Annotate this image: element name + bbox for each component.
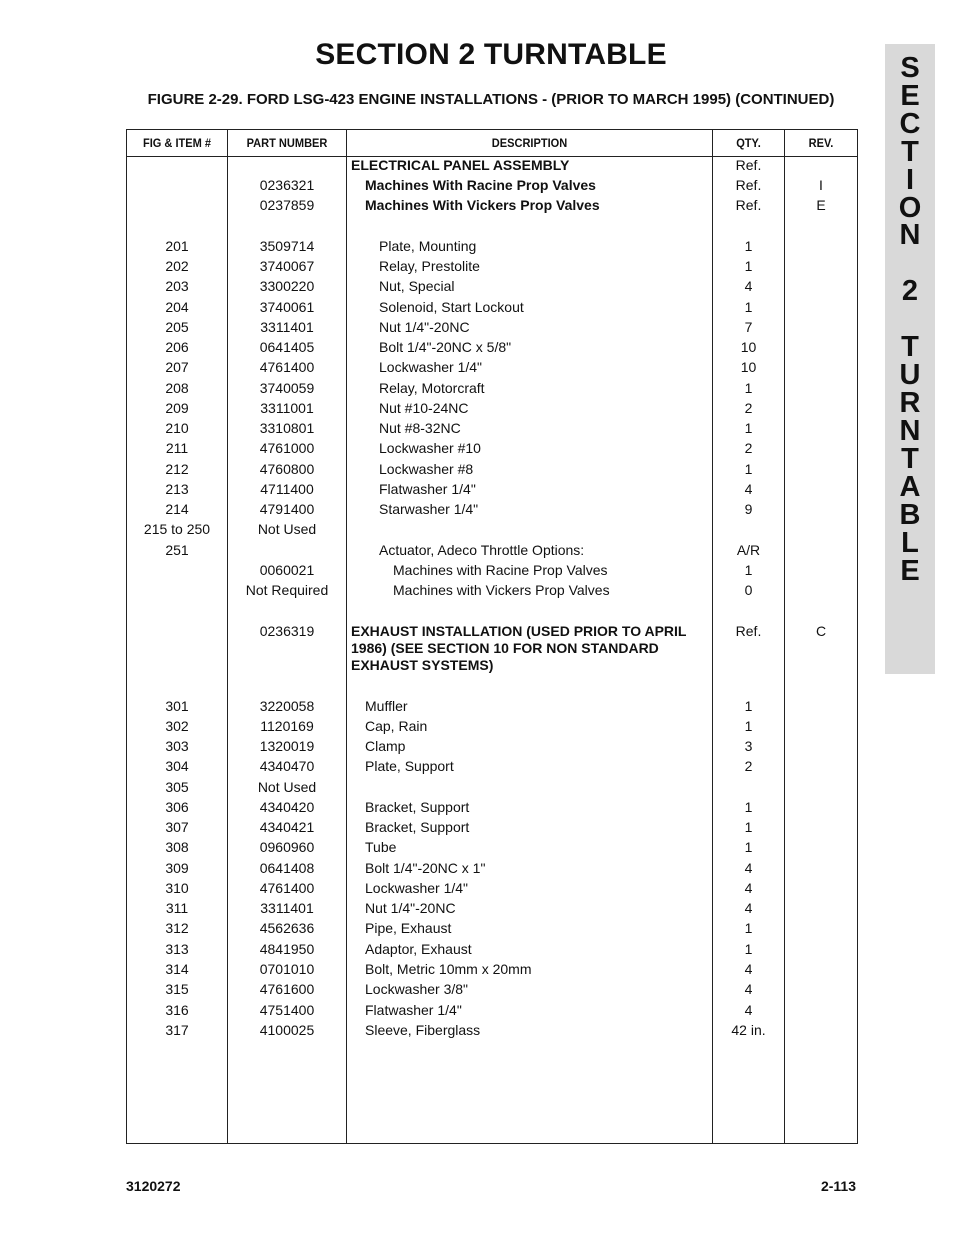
- rev-cell: E: [816, 197, 826, 213]
- fig-item-cell: 201: [165, 238, 189, 254]
- part-number-cell: 0236321: [259, 177, 315, 193]
- fig-item-cell: 251: [165, 542, 189, 558]
- fig-item-cell: 207: [165, 359, 189, 375]
- part-number-cell: 0060021: [259, 562, 315, 578]
- fig-item-cell: 206: [165, 339, 189, 355]
- part-number-cell: 4761400: [259, 880, 315, 896]
- qty-cell: 7: [744, 319, 753, 335]
- part-number-cell: 4100025: [259, 1022, 315, 1038]
- fig-item-cell: 317: [165, 1022, 189, 1038]
- fig-item-cell: 204: [165, 299, 189, 315]
- description-cell: Plate, Mounting: [379, 238, 477, 254]
- description-cell: Actuator, Adeco Throttle Options:: [379, 542, 585, 558]
- parts-table: [126, 129, 858, 1144]
- fig-item-cell: 312: [165, 920, 189, 936]
- qty-cell: 4: [744, 1002, 753, 1018]
- part-number-cell: Not Used: [257, 779, 317, 795]
- description-cell: Machines With Vickers Prop Valves: [365, 197, 600, 213]
- part-number-cell: 4761600: [259, 981, 315, 997]
- side-tab-letter: 2: [901, 275, 919, 307]
- qty-cell: Ref.: [735, 197, 762, 213]
- description-cell: Nut, Special: [379, 278, 455, 294]
- qty-cell: 1: [744, 258, 753, 274]
- column-header-part-number: PART NUMBER: [246, 136, 328, 150]
- fig-item-cell: 303: [165, 738, 189, 754]
- fig-item-cell: 301: [165, 698, 189, 714]
- part-number-cell: 0641408: [259, 860, 315, 876]
- part-number-cell: 3310801: [259, 420, 315, 436]
- part-number-cell: 4751400: [259, 1002, 315, 1018]
- description-cell: Lockwasher 1/4": [379, 359, 483, 375]
- description-cell: Cap, Rain: [365, 718, 428, 734]
- fig-item-cell: 205: [165, 319, 189, 335]
- fig-item-cell: 211: [165, 440, 189, 456]
- qty-cell: 1: [744, 238, 753, 254]
- part-number-cell: 4711400: [260, 481, 314, 497]
- qty-cell: 1: [744, 562, 753, 578]
- side-tab-letter: I: [905, 164, 915, 196]
- fig-item-cell: 305: [165, 779, 189, 795]
- fig-item-cell: 213: [165, 481, 189, 497]
- part-number-cell: Not Required: [245, 582, 329, 598]
- part-number-cell: 3311401: [260, 319, 314, 335]
- fig-item-cell: 316: [165, 1002, 189, 1018]
- side-tab-letter: E: [900, 80, 920, 112]
- description-cell: Muffler: [365, 698, 408, 714]
- description-cell: Flatwasher 1/4": [365, 1002, 462, 1018]
- qty-cell: 1: [744, 380, 753, 396]
- column-header-qty: QTY.: [736, 136, 761, 150]
- section-title: SECTION 2 TURNTABLE: [315, 38, 667, 71]
- qty-cell: 1: [744, 420, 753, 436]
- part-number-cell: Not Used: [257, 521, 317, 537]
- rev-cell: I: [819, 177, 823, 193]
- qty-cell: 2: [744, 440, 753, 456]
- fig-item-cell: 308: [165, 839, 189, 855]
- description-cell: Relay, Motorcraft: [379, 380, 485, 396]
- side-tab-letter: N: [899, 219, 921, 251]
- fig-item-cell: 310: [165, 880, 189, 896]
- fig-item-cell: 302: [165, 718, 189, 734]
- part-number-cell: 4340420: [259, 799, 315, 815]
- qty-cell: 2: [744, 758, 753, 774]
- qty-cell: 4: [744, 981, 753, 997]
- description-cell: Bolt, Metric 10mm x 20mm: [365, 961, 532, 977]
- fig-item-cell: 306: [165, 799, 189, 815]
- part-number-cell: 4761400: [259, 359, 315, 375]
- qty-cell: 9: [744, 501, 753, 517]
- side-tab-letter: B: [899, 499, 921, 531]
- qty-cell: A/R: [736, 542, 761, 558]
- description-cell: Nut #10-24NC: [379, 400, 469, 416]
- part-number-cell: 4761000: [259, 440, 315, 456]
- qty-cell: 1: [744, 819, 753, 835]
- qty-cell: 2: [744, 400, 753, 416]
- side-tab-letter: C: [899, 108, 921, 140]
- qty-cell: 1: [744, 799, 753, 815]
- qty-cell: 42 in.: [731, 1022, 766, 1038]
- description-cell: Bracket, Support: [365, 819, 470, 835]
- description-cell: Starwasher 1/4": [379, 501, 479, 517]
- fig-item-cell: 212: [165, 461, 189, 477]
- fig-item-cell: 314: [165, 961, 189, 977]
- side-tab-letter: O: [898, 192, 922, 224]
- document-number: 3120272: [126, 1178, 181, 1194]
- qty-cell: 0: [744, 582, 753, 598]
- qty-cell: Ref.: [735, 623, 762, 639]
- side-tab-letter: L: [901, 527, 919, 559]
- qty-cell: 1: [744, 718, 753, 734]
- page-number: 2-113: [820, 1178, 856, 1194]
- description-cell: Lockwasher 3/8": [365, 981, 469, 997]
- qty-cell: 1: [744, 698, 753, 714]
- description-cell: Bracket, Support: [365, 799, 470, 815]
- column-header-fig-item: FIG & ITEM #: [142, 136, 212, 150]
- part-number-cell: 3740067: [259, 258, 315, 274]
- fig-item-cell: 304: [165, 758, 189, 774]
- qty-cell: Ref.: [735, 177, 762, 193]
- part-number-cell: 1320019: [259, 738, 315, 754]
- description-cell: Nut 1/4"-20NC: [365, 900, 456, 916]
- rev-cell: C: [815, 623, 827, 639]
- fig-item-cell: 315: [165, 981, 189, 997]
- fig-item-cell: 214: [165, 501, 189, 517]
- part-number-cell: 3740061: [259, 299, 315, 315]
- description-cell: Nut #8-32NC: [379, 420, 461, 436]
- part-number-cell: 0237859: [259, 197, 315, 213]
- part-number-cell: 3311401: [260, 900, 314, 916]
- section-side-tab: [885, 44, 935, 674]
- side-tab-letter: T: [901, 443, 919, 475]
- description-cell: Adaptor, Exhaust: [365, 941, 472, 957]
- qty-cell: Ref.: [735, 157, 762, 173]
- description-cell: Plate, Support: [365, 758, 454, 774]
- description-cell: Lockwasher #8: [379, 461, 474, 477]
- part-number-cell: 3220058: [259, 698, 315, 714]
- part-number-cell: 3740059: [259, 380, 315, 396]
- description-cell: Clamp: [365, 738, 406, 754]
- part-number-cell: 4340421: [259, 819, 315, 835]
- part-number-cell: 0960960: [259, 839, 315, 855]
- side-tab-letter: E: [900, 555, 920, 587]
- description-cell: Machines with Vickers Prop Valves: [393, 582, 610, 598]
- part-number-cell: 4562636: [259, 920, 315, 936]
- fig-item-cell: 313: [165, 941, 189, 957]
- fig-item-cell: 208: [165, 380, 189, 396]
- qty-cell: 1: [744, 299, 753, 315]
- fig-item-cell: 307: [165, 819, 189, 835]
- description-cell: Relay, Prestolite: [379, 258, 480, 274]
- part-number-cell: 1120169: [260, 718, 314, 734]
- qty-cell: 4: [744, 900, 753, 916]
- part-number-cell: 4760800: [259, 461, 315, 477]
- description-cell: Tube: [365, 839, 397, 855]
- part-number-cell: 4841950: [259, 941, 315, 957]
- figure-title: FIGURE 2-29. FORD LSG-423 ENGINE INSTALLATIONS - (PRIOR TO MARCH 1995) (CONTINUED): [147, 91, 835, 108]
- fig-item-cell: 309: [165, 860, 189, 876]
- description-cell: Nut 1/4"-20NC: [379, 319, 470, 335]
- qty-cell: 1: [744, 461, 753, 477]
- qty-cell: 1: [744, 839, 753, 855]
- qty-cell: 4: [744, 481, 753, 497]
- side-tab-letter: N: [899, 415, 921, 447]
- part-number-cell: 4340470: [259, 758, 315, 774]
- qty-cell: 1: [744, 920, 753, 936]
- fig-item-cell: 210: [165, 420, 189, 436]
- qty-cell: 4: [744, 278, 753, 294]
- qty-cell: 4: [744, 880, 753, 896]
- part-number-cell: 0701010: [259, 961, 315, 977]
- side-tab-letter: U: [899, 359, 921, 391]
- part-number-cell: 0236319: [259, 623, 315, 639]
- qty-cell: 3: [744, 738, 753, 754]
- description-cell: Pipe, Exhaust: [365, 920, 452, 936]
- side-tab-letter: T: [901, 136, 919, 168]
- qty-cell: 10: [740, 359, 757, 375]
- qty-cell: 1: [744, 941, 753, 957]
- description-cell: Bolt 1/4"-20NC x 5/8": [379, 339, 512, 355]
- fig-item-cell: 202: [165, 258, 189, 274]
- side-tab-letter: S: [900, 52, 920, 84]
- description-cell: ELECTRICAL PANEL ASSEMBLY: [351, 157, 570, 173]
- description-cell: Flatwasher 1/4": [379, 481, 476, 497]
- description-cell: Machines With Racine Prop Valves: [365, 177, 596, 193]
- column-header-description: DESCRIPTION: [491, 136, 568, 150]
- fig-item-cell: 209: [165, 400, 189, 416]
- part-number-cell: 4791400: [259, 501, 315, 517]
- side-tab-letter: R: [899, 387, 921, 419]
- description-cell: Lockwasher #10: [379, 440, 481, 456]
- description-cell: Lockwasher 1/4": [365, 880, 469, 896]
- qty-cell: 10: [740, 339, 757, 355]
- fig-item-cell: 311: [165, 900, 189, 916]
- part-number-cell: 0641405: [259, 339, 315, 355]
- description-cell: Solenoid, Start Lockout: [379, 299, 524, 315]
- qty-cell: 4: [744, 961, 753, 977]
- part-number-cell: 3509714: [259, 238, 315, 254]
- side-tab-letter: A: [899, 471, 921, 503]
- qty-cell: 4: [744, 860, 753, 876]
- description-cell: EXHAUST INSTALLATION (USED PRIOR TO APRIL 1986) (SEE SECTION 10 FOR NON STANDARD EXHAUST SYSTEMS): [351, 623, 687, 673]
- side-tab-letter: T: [901, 331, 919, 363]
- part-number-cell: 3300220: [259, 278, 315, 294]
- description-cell: Machines with Racine Prop Valves: [393, 562, 608, 578]
- description-cell: Bolt 1/4"-20NC x 1": [365, 860, 486, 876]
- fig-item-cell: 203: [165, 278, 189, 294]
- column-header-rev: REV.: [808, 136, 834, 150]
- part-number-cell: 3311001: [260, 400, 314, 416]
- description-cell: Sleeve, Fiberglass: [365, 1022, 481, 1038]
- fig-item-cell: 215 to 250: [143, 521, 211, 537]
